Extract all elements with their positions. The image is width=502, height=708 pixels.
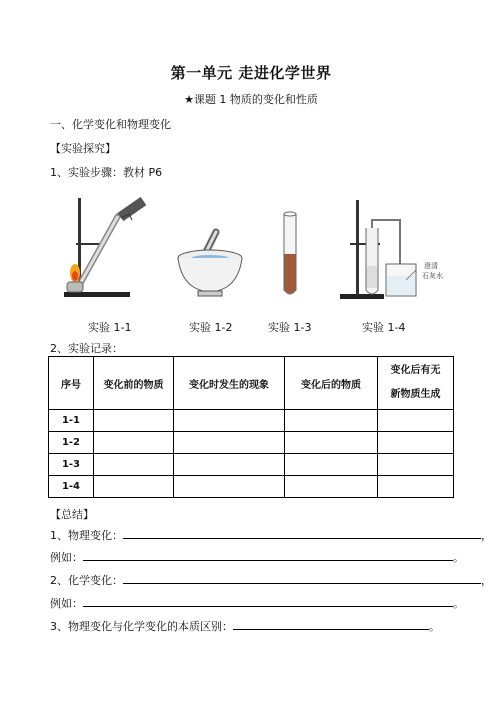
example-1-line [50, 549, 464, 565]
difference-line [50, 618, 440, 634]
row-id: 1-4 [49, 476, 94, 498]
example-1-blank[interactable] [83, 551, 453, 561]
row-id: 1-1 [49, 410, 94, 432]
example-1-label: 例如： [50, 551, 83, 564]
page-title: 第一单元 走进化学世界 [170, 64, 332, 82]
header-after: 变化后的物质 [285, 357, 378, 410]
physical-change-line [50, 527, 492, 543]
period-mark: 。 [453, 597, 464, 610]
summary-heading: 【总结】 [50, 508, 94, 521]
explore-heading: 【实验探究】 [50, 142, 116, 155]
chemical-change-line [50, 572, 492, 588]
table-row [49, 476, 454, 498]
period-mark: 。 [453, 551, 464, 564]
difference-label: 3、物理变化与化学变化的本质区别： [50, 620, 233, 633]
chemical-change-label: 2、化学变化： [50, 574, 123, 587]
table-row [49, 410, 454, 432]
header-id: 序号 [49, 357, 94, 410]
example-2-line [50, 595, 464, 611]
row-id: 1-3 [49, 454, 94, 476]
experiment-1-2-illustration [172, 228, 250, 300]
period-mark: 。 [429, 620, 440, 633]
experiment-record-table [48, 356, 454, 498]
experiment-1-4-illustration [336, 194, 466, 302]
experiment-1-1-illustration [58, 188, 158, 300]
step-2-text: 2、实验记录： [50, 342, 123, 355]
comma-mark: ， [481, 574, 492, 587]
header-phenomenon: 变化时发生的现象 [174, 357, 285, 410]
table-header-row [49, 357, 454, 410]
limewater-label-2: 石灰水 [422, 273, 443, 280]
caption-1-1: 实验 1-1 [88, 321, 132, 334]
experiment-1-3-illustration [280, 210, 300, 300]
header-before: 变化前的物质 [94, 357, 174, 410]
limewater-label-1: 澄清 [424, 263, 438, 270]
header-new-substance-line1: 变化后有无 [390, 365, 441, 376]
example-2-label: 例如： [50, 597, 83, 610]
caption-1-2: 实验 1-2 [189, 321, 233, 334]
difference-blank[interactable] [233, 620, 429, 630]
row-id: 1-2 [49, 432, 94, 454]
table-row [49, 432, 454, 454]
section-heading: 一、化学变化和物理变化 [50, 118, 171, 131]
header-new-substance [378, 357, 454, 410]
table-row [49, 454, 454, 476]
header-new-substance-line2: 新物质生成 [390, 389, 441, 400]
step-1-text: 1、实验步骤：教材 P6 [50, 166, 163, 179]
example-2-blank[interactable] [83, 597, 453, 607]
chemical-change-blank[interactable] [123, 574, 481, 584]
comma-mark: ， [481, 529, 492, 542]
lesson-subtitle: ★课题 1 物质的变化和性质 [184, 93, 318, 106]
physical-change-blank[interactable] [123, 529, 481, 539]
caption-1-4: 实验 1-4 [362, 321, 406, 334]
physical-change-label: 1、物理变化： [50, 529, 123, 542]
caption-1-3: 实验 1-3 [268, 321, 312, 334]
